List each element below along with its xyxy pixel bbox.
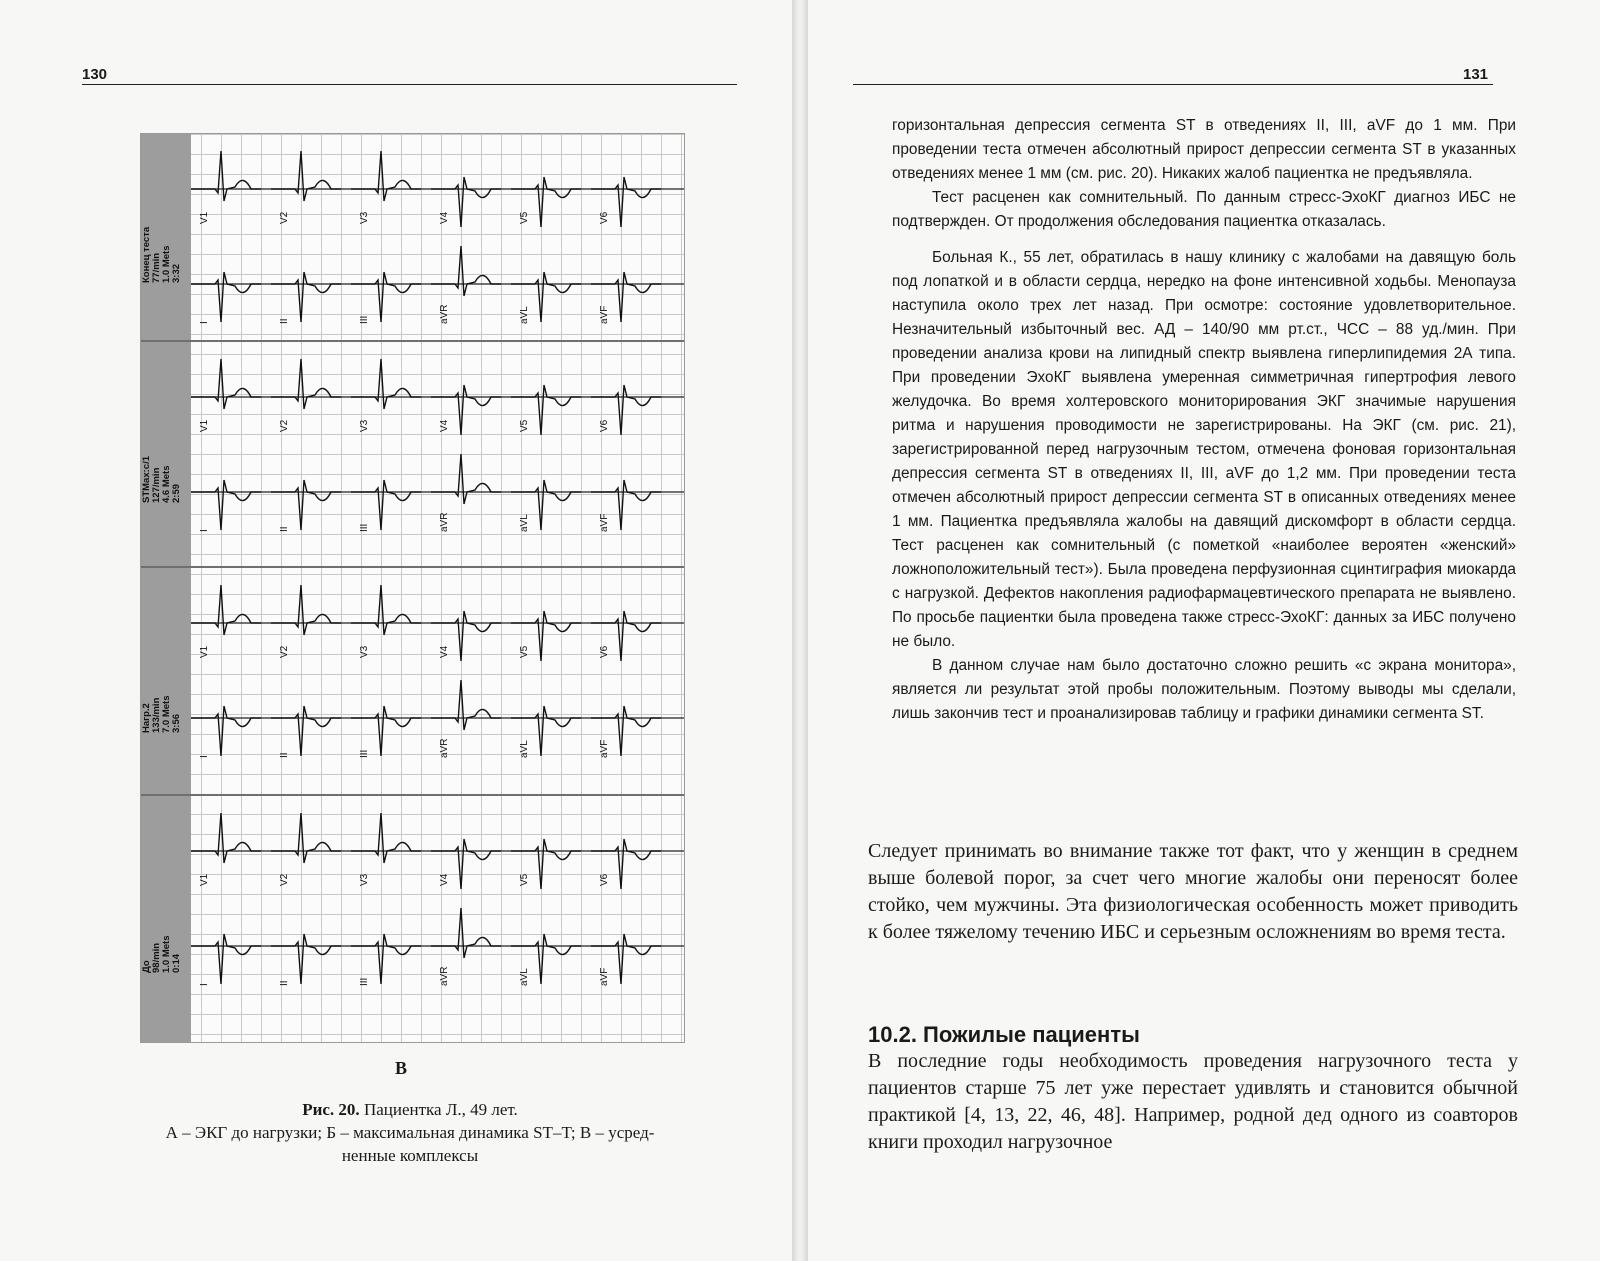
book-gutter [792, 0, 808, 1261]
ecg-complex [271, 272, 341, 322]
ecg-lead-label: V6 [599, 645, 610, 658]
header-rule [853, 84, 1493, 85]
ecg-traces [191, 134, 684, 1042]
ecg-lead-label: aVL [519, 514, 530, 532]
ecg-complex [431, 680, 501, 730]
ecg-complex [271, 585, 341, 635]
ecg-complex [191, 359, 261, 409]
ecg-lead-label: I [199, 755, 210, 758]
ecg-complex [351, 359, 421, 409]
ecg-complex [351, 934, 421, 984]
ecg-lead-label: aVF [599, 739, 610, 758]
ecg-lead-label: II [279, 526, 290, 532]
ecg-lead-label: aVL [519, 968, 530, 986]
ecg-lead-label: V6 [599, 873, 610, 886]
ecg-lead-label: V5 [519, 211, 530, 224]
ecg-complex [191, 706, 261, 756]
strip-label: STMax:с/1 127/min 4.6 Mets 2:59 [141, 456, 182, 503]
ecg-complex [351, 706, 421, 756]
ecg-lead-label: I [199, 529, 210, 532]
ecg-complex [191, 480, 261, 530]
left-page [0, 0, 792, 1261]
ecg-complex [431, 454, 501, 504]
ecg-lead-label: II [279, 980, 290, 986]
ecg-complex [351, 151, 421, 201]
ecg-lead-label: V3 [359, 645, 370, 658]
ecg-complex [431, 908, 501, 958]
ecg-lead-label: II [279, 318, 290, 324]
ecg-lead-label: aVR [439, 966, 450, 986]
ecg-lead-label: aVR [439, 738, 450, 758]
ecg-complex [271, 813, 341, 863]
ecg-lead-label: V5 [519, 645, 530, 658]
ecg-lead-label: III [359, 315, 370, 324]
ecg-complex [351, 480, 421, 530]
strip-label: Нагр.2 133/min 7.0 Mets 3:56 [141, 695, 182, 733]
ecg-lead-label: aVF [599, 305, 610, 324]
ecg-complex [271, 151, 341, 201]
ecg-complex [271, 480, 341, 530]
ecg-lead-label: I [199, 321, 210, 324]
ecg-lead-label: I [199, 983, 210, 986]
ecg-lead-label: V4 [439, 211, 450, 224]
ecg-complex [191, 585, 261, 635]
ecg-lead-label: V1 [199, 645, 210, 658]
ecg-lead-label: aVF [599, 513, 610, 532]
ecg-complex [351, 272, 421, 322]
ecg-lead-label: V4 [439, 419, 450, 432]
body-text-small [892, 114, 1516, 726]
paragraph: В данном случае нам было достаточно сложно решить «с экрана монитора», является ли результат этой пробы положительным. Поэтому выводы мы сделали, лишь закончив тест и проанализировав таблицу и графики динамики сегмента ST. [892, 657, 1516, 722]
ecg-lead-label: V1 [199, 873, 210, 886]
paragraph: В последние годы необходимость проведения нагрузочного теста у пациентов старше 75 лет уже перестает удивлять и становится обычной практикой [4, 13, 22, 46, 48]. Например, родной дед одного из соавторов книги проходил нагрузочное [868, 1050, 1518, 1153]
ecg-lead-label: V6 [599, 419, 610, 432]
paragraph: Тест расценен как сомнительный. По данным стресс-ЭхоКГ диагноз ИБС не подтвержден. От продолжения обследования пациентка отказалась. [892, 189, 1516, 230]
figure-caption [80, 1098, 740, 1167]
ecg-complex [191, 934, 261, 984]
ecg-complex [271, 706, 341, 756]
ecg-figure [140, 133, 685, 1043]
ecg-lead-label: V3 [359, 211, 370, 224]
ecg-lead-label: V1 [199, 211, 210, 224]
ecg-complex [351, 813, 421, 863]
caption-line: А – ЭКГ до нагрузки; Б – максимальная динамика ST–T; В – усред- [165, 1123, 655, 1142]
strip-label: Конец теста 77/min 1.0 Mets 3:32 [141, 226, 182, 283]
strip-label: До 98/min 1.0 Mets 0:14 [141, 935, 182, 973]
ecg-lead-label: aVL [519, 740, 530, 758]
body-text-main [868, 838, 1518, 946]
ecg-lead-label: V5 [519, 419, 530, 432]
paragraph: горизонтальная депрессия сегмента ST в отведениях II, III, aVF до 1 мм. При проведении теста отмечен абсолютный прирост депрессии сегмента ST в указанных отведениях менее 1 мм (см. рис. 20). Никаких жалоб пациентка не предъявляла. [892, 117, 1516, 182]
ecg-complex [191, 272, 261, 322]
ecg-lead-label: V3 [359, 419, 370, 432]
body-text-main [868, 1048, 1518, 1156]
ecg-lead-label: aVR [439, 304, 450, 324]
ecg-lead-label: III [359, 523, 370, 532]
ecg-lead-label: V1 [199, 419, 210, 432]
ecg-lead-label: V4 [439, 873, 450, 886]
header-rule [82, 84, 737, 85]
ecg-lead-label: III [359, 977, 370, 986]
ecg-complex [271, 934, 341, 984]
section-heading: 10.2. Пожилые пациенты [868, 1022, 1140, 1047]
ecg-complex [351, 585, 421, 635]
ecg-lead-label: V2 [279, 419, 290, 432]
ecg-lead-label: V2 [279, 211, 290, 224]
ecg-complex [271, 359, 341, 409]
ecg-lead-label: V2 [279, 873, 290, 886]
caption-line: ненные комплексы [341, 1146, 479, 1165]
ecg-complex [191, 813, 261, 863]
page-number: 131 [1463, 66, 1489, 83]
ecg-lead-label: aVF [599, 967, 610, 986]
ecg-lead-label: V2 [279, 645, 290, 658]
caption-title: Пациентка Л., 49 лет. [359, 1100, 518, 1119]
ecg-lead-label: V5 [519, 873, 530, 886]
ecg-lead-label: V4 [439, 645, 450, 658]
paragraph: Следует принимать во внимание также тот факт, что у женщин в среднем выше болевой порог, за счет чего многие жалобы они переносят более стойко, чем мужчины. Эта физиологическая особенность может приводить к более тяжелому течению ИБС и серьезным осложнениям во время теста. [868, 840, 1518, 943]
ecg-lead-label: II [279, 752, 290, 758]
ecg-complex [431, 246, 501, 296]
ecg-lead-label: V6 [599, 211, 610, 224]
ecg-complex [191, 151, 261, 201]
ecg-lead-label: aVR [439, 512, 450, 532]
page-number: 130 [82, 66, 108, 83]
paragraph: Больная К., 55 лет, обратилась в нашу клинику с жалобами на давящую боль под лопаткой и в области сердца, нередко на фоне интенсивной ходьбы. Менопауза наступила около трех лет назад. При осмотре: состояние удовлетворительное. Незначительный избыточный вес. АД – 140/90 мм рт.ст., ЧСС – 88 уд./мин. При проведении анализа крови на липидный спектр выявлена гиперлипидемия 2А типа. При проведении ЭхоКГ выявлена умеренная симметричная гипертрофия левого желудочка. Во время холтеровского мониторирования ЭКГ значимые нарушения ритма и нарушения проводимости не зарегистрированы. На ЭКГ (см. рис. 21), зарегистрированной перед нагрузочным тестом, отмечена фоновая горизонтальная депрессия сегмента ST в отведениях II, III, aVF до 1,2 мм. При проведении теста отмечен абсолютный прирост депрессии сегмента ST в описанных отведениях менее 1 мм. Пациентка предъявляла жалобы на давящий дискомфорт в области сердца. Тест расценен как сомнительный (с пометкой «наиболее вероятен «женский» ложноположительный тест»). Была проведена перфузионная сцинтиграфия миокарда с нагрузкой. Дефектов накопления радиофармацевтического препарата не выявлено. По просьбе пациентки была проведена также стресс-ЭхоКГ: данных за ИБС получено не было. [892, 249, 1516, 650]
panel-letter: В [395, 1058, 408, 1078]
caption-title-bold: Рис. 20. [302, 1100, 360, 1119]
ecg-lead-label: aVL [519, 306, 530, 324]
ecg-lead-label: V3 [359, 873, 370, 886]
ecg-lead-label: III [359, 749, 370, 758]
